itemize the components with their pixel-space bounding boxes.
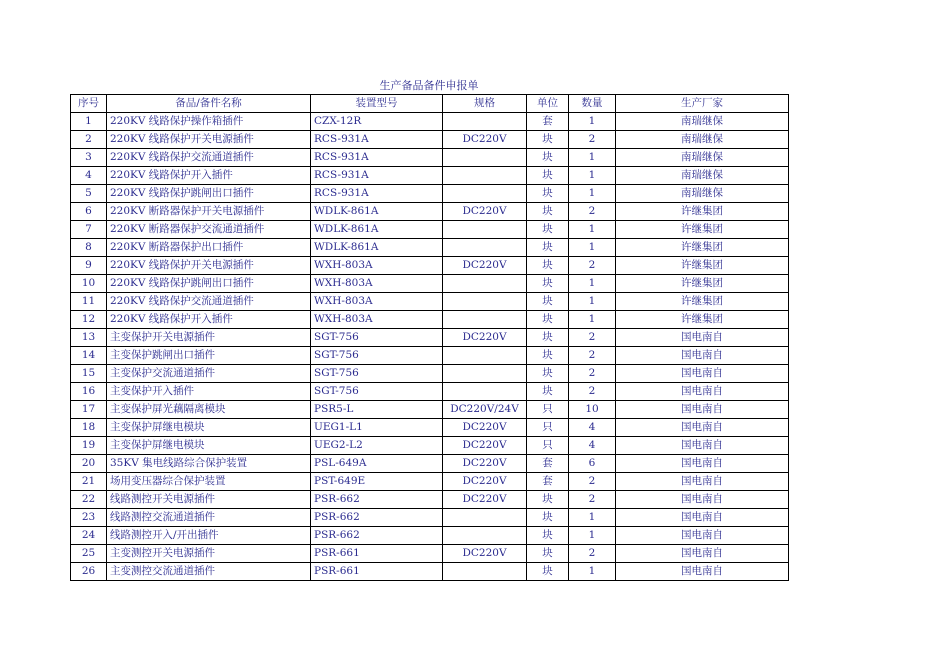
spec-cell <box>443 563 527 581</box>
row-index-cell: 5 <box>71 185 107 203</box>
device-model-cell: RCS-931A <box>311 131 443 149</box>
header-spec: 规格 <box>443 95 527 113</box>
manufacturer-cell: 许继集团 <box>616 275 789 293</box>
header-index: 序号 <box>71 95 107 113</box>
unit-cell: 块 <box>527 491 569 509</box>
unit-cell: 块 <box>527 383 569 401</box>
part-name-cell: 35KV 集电线路综合保护装置 <box>107 455 311 473</box>
quantity-cell: 4 <box>569 419 616 437</box>
quantity-cell: 1 <box>569 563 616 581</box>
manufacturer-cell: 国电南自 <box>616 329 789 347</box>
manufacturer-cell: 许继集团 <box>616 311 789 329</box>
device-model-cell: RCS-931A <box>311 149 443 167</box>
table-row <box>71 455 789 473</box>
table-row <box>71 239 789 257</box>
device-model-cell: RCS-931A <box>311 185 443 203</box>
manufacturer-cell: 许继集团 <box>616 221 789 239</box>
row-index-cell: 23 <box>71 509 107 527</box>
unit-cell: 套 <box>527 455 569 473</box>
table-row <box>71 473 789 491</box>
manufacturer-cell: 南瑞继保 <box>616 131 789 149</box>
spec-cell: DC220V <box>443 257 527 275</box>
table-row <box>71 527 789 545</box>
table-body <box>71 113 789 581</box>
spec-cell: DC220V <box>443 437 527 455</box>
unit-cell: 块 <box>527 509 569 527</box>
table-row <box>71 149 789 167</box>
spec-cell: DC220V <box>443 473 527 491</box>
manufacturer-cell: 国电南自 <box>616 437 789 455</box>
quantity-cell: 2 <box>569 383 616 401</box>
table-row <box>71 221 789 239</box>
quantity-cell: 1 <box>569 239 616 257</box>
table-row <box>71 491 789 509</box>
part-name-cell: 主变测控交流通道插件 <box>107 563 311 581</box>
unit-cell: 块 <box>527 545 569 563</box>
table-row <box>71 545 789 563</box>
device-model-cell: UEG2-L2 <box>311 437 443 455</box>
part-name-cell: 220KV 线路保护交流通道插件 <box>107 149 311 167</box>
part-name-cell: 主变保护屏继电模块 <box>107 437 311 455</box>
device-model-cell: PST-649E <box>311 473 443 491</box>
unit-cell: 块 <box>527 365 569 383</box>
table-row <box>71 257 789 275</box>
spec-cell <box>443 527 527 545</box>
spec-cell: DC220V <box>443 545 527 563</box>
part-name-cell: 220KV 断路器保护出口插件 <box>107 239 311 257</box>
row-index-cell: 10 <box>71 275 107 293</box>
unit-cell: 只 <box>527 437 569 455</box>
quantity-cell: 2 <box>569 545 616 563</box>
spec-cell <box>443 509 527 527</box>
row-index-cell: 14 <box>71 347 107 365</box>
spec-cell <box>443 221 527 239</box>
part-name-cell: 220KV 线路保护开入插件 <box>107 311 311 329</box>
manufacturer-cell: 许继集团 <box>616 257 789 275</box>
quantity-cell: 4 <box>569 437 616 455</box>
row-index-cell: 1 <box>71 113 107 131</box>
part-name-cell: 主变保护交流通道插件 <box>107 365 311 383</box>
quantity-cell: 1 <box>569 149 616 167</box>
row-index-cell: 16 <box>71 383 107 401</box>
table-row <box>71 329 789 347</box>
manufacturer-cell: 国电南自 <box>616 527 789 545</box>
part-name-cell: 主变保护屏继电模块 <box>107 419 311 437</box>
row-index-cell: 2 <box>71 131 107 149</box>
part-name-cell: 220KV 断路器保护交流通道插件 <box>107 221 311 239</box>
row-index-cell: 24 <box>71 527 107 545</box>
quantity-cell: 2 <box>569 365 616 383</box>
unit-cell: 只 <box>527 401 569 419</box>
device-model-cell: PSR-662 <box>311 527 443 545</box>
part-name-cell: 主变保护跳闸出口插件 <box>107 347 311 365</box>
row-index-cell: 8 <box>71 239 107 257</box>
row-index-cell: 20 <box>71 455 107 473</box>
row-index-cell: 7 <box>71 221 107 239</box>
unit-cell: 块 <box>527 257 569 275</box>
manufacturer-cell: 南瑞继保 <box>616 113 789 131</box>
manufacturer-cell: 国电南自 <box>616 419 789 437</box>
manufacturer-cell: 南瑞继保 <box>616 149 789 167</box>
spec-cell <box>443 275 527 293</box>
spec-cell <box>443 383 527 401</box>
manufacturer-cell: 国电南自 <box>616 401 789 419</box>
manufacturer-cell: 国电南自 <box>616 473 789 491</box>
part-name-cell: 220KV 线路保护操作箱插件 <box>107 113 311 131</box>
part-name-cell: 线路测控开入/开出插件 <box>107 527 311 545</box>
device-model-cell: PSR5-L <box>311 401 443 419</box>
spec-cell: DC220V <box>443 419 527 437</box>
unit-cell: 块 <box>527 185 569 203</box>
part-name-cell: 场用变压器综合保护装置 <box>107 473 311 491</box>
manufacturer-cell: 国电南自 <box>616 347 789 365</box>
quantity-cell: 1 <box>569 113 616 131</box>
device-model-cell: WXH-803A <box>311 257 443 275</box>
quantity-cell: 6 <box>569 455 616 473</box>
quantity-cell: 1 <box>569 527 616 545</box>
device-model-cell: WDLK-861A <box>311 221 443 239</box>
part-name-cell: 220KV 断路器保护开关电源插件 <box>107 203 311 221</box>
quantity-cell: 1 <box>569 293 616 311</box>
part-name-cell: 线路测控开关电源插件 <box>107 491 311 509</box>
row-index-cell: 15 <box>71 365 107 383</box>
quantity-cell: 1 <box>569 275 616 293</box>
manufacturer-cell: 国电南自 <box>616 455 789 473</box>
quantity-cell: 2 <box>569 203 616 221</box>
quantity-cell: 1 <box>569 311 616 329</box>
row-index-cell: 6 <box>71 203 107 221</box>
unit-cell: 块 <box>527 311 569 329</box>
spec-cell <box>443 311 527 329</box>
part-name-cell: 主变保护屏光藕隔离模块 <box>107 401 311 419</box>
device-model-cell: PSR-662 <box>311 509 443 527</box>
spec-cell <box>443 167 527 185</box>
row-index-cell: 13 <box>71 329 107 347</box>
table-row <box>71 167 789 185</box>
spec-cell: DC220V <box>443 203 527 221</box>
row-index-cell: 26 <box>71 563 107 581</box>
row-index-cell: 18 <box>71 419 107 437</box>
device-model-cell: SGT-756 <box>311 365 443 383</box>
spare-parts-table <box>70 94 789 581</box>
row-index-cell: 4 <box>71 167 107 185</box>
spec-cell <box>443 149 527 167</box>
device-model-cell: CZX-12R <box>311 113 443 131</box>
part-name-cell: 220KV 线路保护开关电源插件 <box>107 257 311 275</box>
device-model-cell: SGT-756 <box>311 347 443 365</box>
row-index-cell: 21 <box>71 473 107 491</box>
header-device-model: 装置型号 <box>311 95 443 113</box>
unit-cell: 块 <box>527 239 569 257</box>
row-index-cell: 9 <box>71 257 107 275</box>
table-row <box>71 563 789 581</box>
quantity-cell: 10 <box>569 401 616 419</box>
manufacturer-cell: 许继集团 <box>616 293 789 311</box>
unit-cell: 块 <box>527 203 569 221</box>
spec-cell: DC220V/24V <box>443 401 527 419</box>
device-model-cell: WDLK-861A <box>311 203 443 221</box>
part-name-cell: 220KV 线路保护交流通道插件 <box>107 293 311 311</box>
unit-cell: 块 <box>527 347 569 365</box>
spec-cell <box>443 185 527 203</box>
table-row <box>71 365 789 383</box>
spec-cell: DC220V <box>443 131 527 149</box>
manufacturer-cell: 许继集团 <box>616 203 789 221</box>
unit-cell: 块 <box>527 167 569 185</box>
quantity-cell: 1 <box>569 221 616 239</box>
table-row <box>71 509 789 527</box>
quantity-cell: 2 <box>569 491 616 509</box>
header-manufacturer: 生产厂家 <box>616 95 789 113</box>
table-row <box>71 275 789 293</box>
spec-cell <box>443 347 527 365</box>
quantity-cell: 2 <box>569 473 616 491</box>
row-index-cell: 22 <box>71 491 107 509</box>
row-index-cell: 19 <box>71 437 107 455</box>
part-name-cell: 主变保护开关电源插件 <box>107 329 311 347</box>
unit-cell: 块 <box>527 149 569 167</box>
part-name-cell: 220KV 线路保护开入插件 <box>107 167 311 185</box>
spec-cell <box>443 239 527 257</box>
row-index-cell: 12 <box>71 311 107 329</box>
table-row <box>71 293 789 311</box>
device-model-cell: RCS-931A <box>311 167 443 185</box>
table-row <box>71 419 789 437</box>
unit-cell: 块 <box>527 563 569 581</box>
table-row <box>71 401 789 419</box>
part-name-cell: 220KV 线路保护跳闸出口插件 <box>107 275 311 293</box>
device-model-cell: WDLK-861A <box>311 239 443 257</box>
manufacturer-cell: 国电南自 <box>616 383 789 401</box>
header-row <box>71 95 789 113</box>
manufacturer-cell: 国电南自 <box>616 563 789 581</box>
table-row <box>71 437 789 455</box>
manufacturer-cell: 国电南自 <box>616 491 789 509</box>
quantity-cell: 2 <box>569 329 616 347</box>
quantity-cell: 2 <box>569 257 616 275</box>
manufacturer-cell: 国电南自 <box>616 545 789 563</box>
unit-cell: 块 <box>527 275 569 293</box>
unit-cell: 只 <box>527 419 569 437</box>
manufacturer-cell: 国电南自 <box>616 365 789 383</box>
unit-cell: 套 <box>527 113 569 131</box>
table-row <box>71 311 789 329</box>
unit-cell: 块 <box>527 293 569 311</box>
header-unit: 单位 <box>527 95 569 113</box>
quantity-cell: 1 <box>569 185 616 203</box>
device-model-cell: WXH-803A <box>311 311 443 329</box>
unit-cell: 套 <box>527 473 569 491</box>
device-model-cell: PSL-649A <box>311 455 443 473</box>
spec-cell <box>443 113 527 131</box>
table-row <box>71 203 789 221</box>
device-model-cell: SGT-756 <box>311 383 443 401</box>
document-title: 生产备品备件申报单 <box>379 79 479 92</box>
table-row <box>71 131 789 149</box>
spec-cell <box>443 293 527 311</box>
quantity-cell: 1 <box>569 509 616 527</box>
quantity-cell: 2 <box>569 347 616 365</box>
manufacturer-cell: 国电南自 <box>616 509 789 527</box>
quantity-cell: 1 <box>569 167 616 185</box>
unit-cell: 块 <box>527 221 569 239</box>
part-name-cell: 线路测控交流通道插件 <box>107 509 311 527</box>
device-model-cell: WXH-803A <box>311 293 443 311</box>
unit-cell: 块 <box>527 527 569 545</box>
device-model-cell: SGT-756 <box>311 329 443 347</box>
row-index-cell: 11 <box>71 293 107 311</box>
part-name-cell: 220KV 线路保护跳闸出口插件 <box>107 185 311 203</box>
spec-cell: DC220V <box>443 455 527 473</box>
table-row <box>71 113 789 131</box>
manufacturer-cell: 南瑞继保 <box>616 167 789 185</box>
device-model-cell: PSR-661 <box>311 545 443 563</box>
quantity-cell: 2 <box>569 131 616 149</box>
spec-cell: DC220V <box>443 491 527 509</box>
part-name-cell: 主变保护开入插件 <box>107 383 311 401</box>
row-index-cell: 25 <box>71 545 107 563</box>
spec-cell <box>443 365 527 383</box>
device-model-cell: UEG1-L1 <box>311 419 443 437</box>
table-row <box>71 185 789 203</box>
manufacturer-cell: 南瑞继保 <box>616 185 789 203</box>
row-index-cell: 3 <box>71 149 107 167</box>
device-model-cell: WXH-803A <box>311 275 443 293</box>
device-model-cell: PSR-661 <box>311 563 443 581</box>
manufacturer-cell: 许继集团 <box>616 239 789 257</box>
part-name-cell: 220KV 线路保护开关电源插件 <box>107 131 311 149</box>
device-model-cell: PSR-662 <box>311 491 443 509</box>
row-index-cell: 17 <box>71 401 107 419</box>
part-name-cell: 主变测控开关电源插件 <box>107 545 311 563</box>
spec-cell: DC220V <box>443 329 527 347</box>
unit-cell: 块 <box>527 131 569 149</box>
table-row <box>71 383 789 401</box>
unit-cell: 块 <box>527 329 569 347</box>
table-row <box>71 347 789 365</box>
header-part-name: 备品/备件名称 <box>107 95 311 113</box>
header-quantity: 数量 <box>569 95 616 113</box>
